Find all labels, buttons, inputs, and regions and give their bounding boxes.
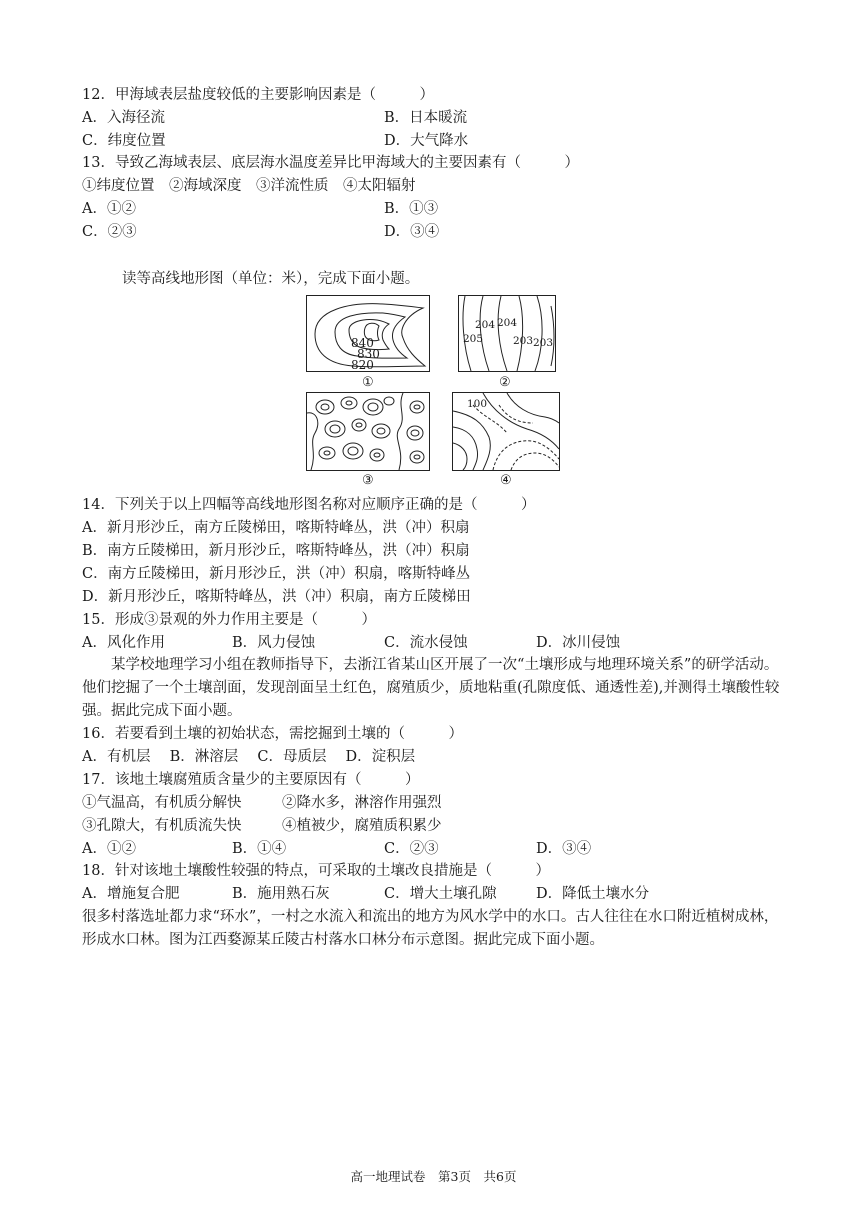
q13-option-a: A．①②	[82, 201, 136, 217]
q13-stem: 13．导致乙海域表层、底层海水温度差异比甲海域大的主要因素有（ ）	[82, 155, 579, 171]
q13-option-d: D．③④	[384, 224, 440, 240]
fig1-value-830: 830	[357, 347, 380, 361]
q17-option-c: C．②③	[384, 841, 439, 857]
fig2-label: ②	[499, 375, 511, 390]
q13-option-c: C．②③	[82, 224, 137, 240]
q17-stem: 17．该地土壤腐殖质含量少的主要原因有（ ）	[82, 772, 420, 788]
q17-option-d: D．③④	[536, 841, 592, 857]
fig3-label: ③	[362, 473, 374, 488]
q18-option-d: D．降低土壤水分	[536, 886, 650, 902]
q15-option-d: D．冰川侵蚀	[536, 635, 621, 651]
q17-item-2: ②降水多，淋溶作用强烈	[282, 795, 442, 811]
q12-option-d: D．大气降水	[384, 133, 469, 149]
fig1-label: ①	[362, 375, 374, 390]
q12-option-a: A．入海径流	[82, 110, 165, 126]
figure-3-karst	[306, 392, 430, 471]
page-footer: 高一地理试卷 第3页 共6页	[350, 1169, 517, 1184]
q15-stem: 15．形成③景观的外力作用主要是（ ）	[82, 612, 376, 628]
village-intro: 很多村落选址都力求“环水”，一村之水流入和流出的地方为风水学中的水口。古人往往在水口附近植树成林，形成水口林。图为江西婺源某丘陵古村落水口林分布示意图。据此完成下面小题。	[82, 909, 779, 948]
q17-option-b: B．①④	[232, 841, 287, 857]
contour-intro: 读等高线地形图（单位：米），完成下面小题。	[122, 271, 420, 287]
q17-item-1: ①气温高，有机质分解快	[82, 795, 242, 811]
q17-item-4: ④植被少，腐殖质积累少	[282, 818, 442, 834]
fig4-value-100: 100	[467, 398, 488, 410]
q16-stem: 16．若要看到土壤的初始状态，需挖掘到土壤的（ ）	[82, 726, 463, 742]
q18-option-b: B．施用熟石灰	[232, 886, 330, 902]
q18-stem: 18．针对该地土壤酸性较强的特点，可采取的土壤改良措施是（ ）	[82, 863, 550, 879]
q14-option-d: D．新月形沙丘，喀斯特峰丛，洪（冲）积扇，南方丘陵梯田	[82, 589, 471, 605]
q17-item-3: ③孔隙大，有机质流失快	[82, 818, 242, 834]
fig2-value-204a: 204	[475, 319, 496, 331]
fig2-value-203a: 203	[513, 335, 534, 347]
fig1-value-840: 840	[351, 336, 374, 350]
q16-options: A．有机层 B．淋溶层 C．母质层 D．淀积层	[82, 749, 416, 765]
soil-intro: 某学校地理学习小组在教师指导下，去浙江省某山区开展了一次“土壤形成与地理环境关系”的研学活动。他们挖掘了一个土壤剖面，发现剖面呈土红色，腐殖质少，质地粘重(孔隙度低、通透性差),并测得土壤酸性较强。据此完成下面小题。	[82, 657, 780, 719]
q15-option-c: C．流水侵蚀	[384, 635, 468, 651]
q14-option-c: C．南方丘陵梯田，新月形沙丘，洪（冲）积扇，喀斯特峰丛	[82, 566, 471, 582]
figure-2-terraces	[458, 295, 556, 372]
q14-option-b: B．南方丘陵梯田，新月形沙丘，喀斯特峰丛，洪（冲）积扇	[82, 543, 470, 559]
fig4-label: ④	[500, 473, 512, 488]
fig2-value-203b: 203	[533, 337, 554, 349]
fig2-value-205: 205	[463, 333, 484, 345]
q13-option-b: B．①③	[384, 201, 439, 217]
q18-option-c: C．增大土壤孔隙	[384, 886, 497, 902]
q12-option-b: B．日本暖流	[384, 110, 468, 126]
figure-4-alluvial-fan	[452, 392, 560, 471]
fig1-value-820: 820	[351, 358, 374, 372]
q17-option-a: A．①②	[82, 841, 136, 857]
q12-option-c: C．纬度位置	[82, 133, 166, 149]
q14-stem: 14．下列关于以上四幅等高线地形图名称对应顺序正确的是（ ）	[82, 497, 536, 513]
q13-items: ①纬度位置 ②海域深度 ③洋流性质 ④太阳辐射	[82, 178, 416, 194]
q18-option-a: A．增施复合肥	[82, 886, 180, 902]
q14-option-a: A．新月形沙丘，南方丘陵梯田，喀斯特峰丛，洪（冲）积扇	[82, 520, 470, 536]
q12-stem: 12．甲海域表层盐度较低的主要影响因素是（ ）	[82, 87, 434, 103]
figure-1-crescent-dune	[306, 295, 430, 372]
q15-option-b: B．风力侵蚀	[232, 635, 316, 651]
q15-option-a: A．风化作用	[82, 635, 165, 651]
fig2-value-204b: 204	[497, 317, 518, 329]
